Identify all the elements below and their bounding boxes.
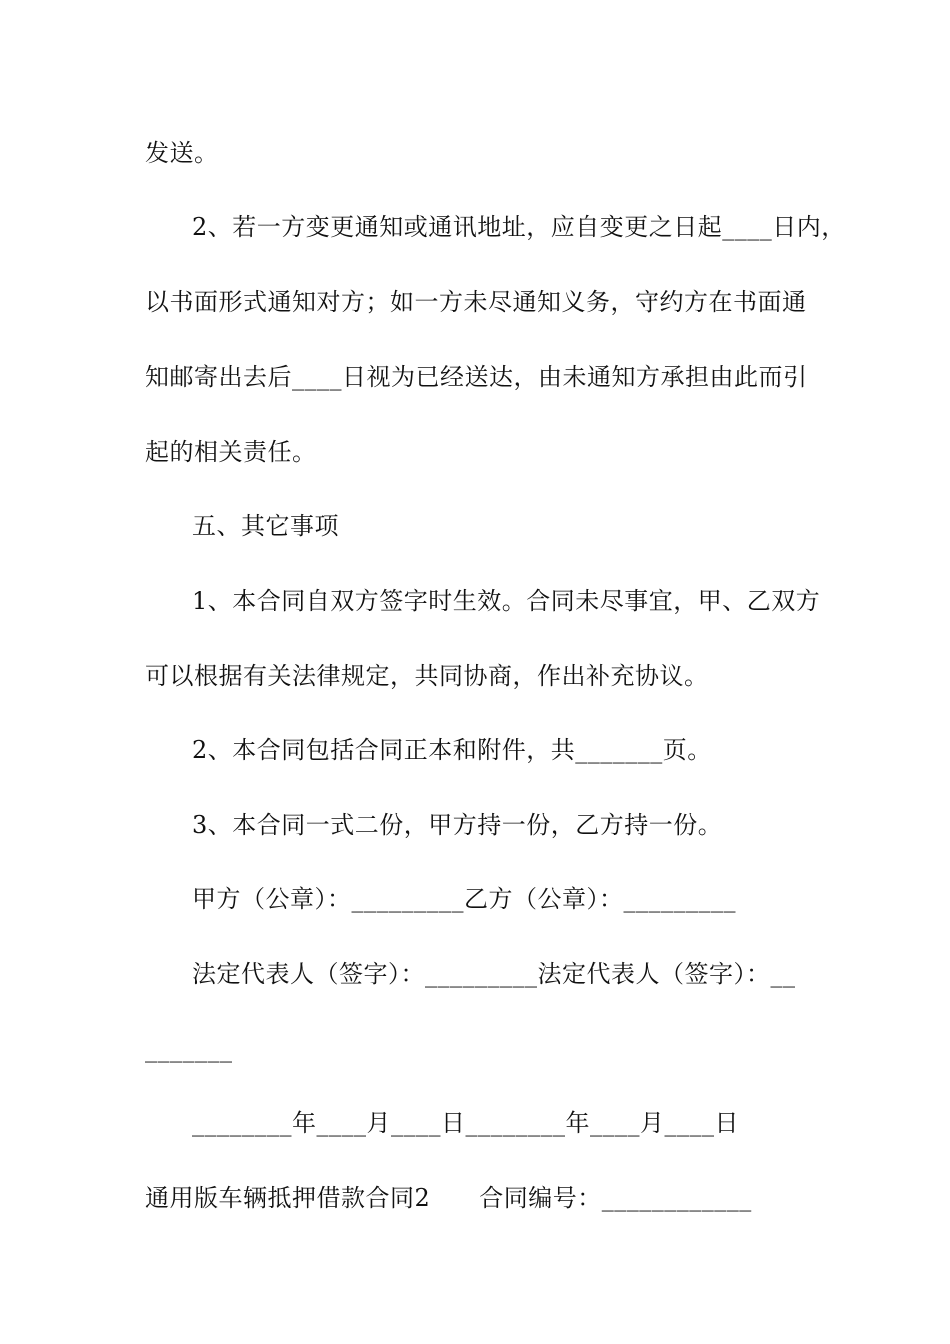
next-contract-title-line: 通用版车辆抵押借款合同2 合同编号：____________: [145, 1184, 752, 1212]
signature-line-seal: 甲方（公章）：_________乙方（公章）：_________: [192, 885, 736, 913]
text-line-3: 以书面形式通知对方；如一方未尽通知义务，守约方在书面通: [145, 288, 807, 316]
section-heading: 五、其它事项: [192, 512, 339, 540]
text-line-7: 1、本合同自双方签字时生效。合同未尽事宜，甲、乙双方: [192, 587, 821, 615]
text-line-8: 可以根据有关法律规定，共同协商，作出补充协议。: [145, 662, 709, 690]
text-line-5: 起的相关责任。: [145, 438, 317, 466]
signature-line-representative: 法定代表人（签字）：_________法定代表人（签字）：__: [192, 960, 796, 988]
text-line-2: 2、若一方变更通知或通讯地址，应自变更之日起____日内，: [192, 213, 846, 241]
signature-line-continuation: _______: [145, 1035, 233, 1063]
date-line: ________年____月____日________年____月____日: [192, 1109, 739, 1137]
text-line-4: 知邮寄出去后____日视为已经送达，由未通知方承担由此而引: [145, 363, 808, 391]
text-line-9: 2、本合同包括合同正本和附件，共_______页。: [192, 736, 712, 764]
text-line-1: 发送。: [145, 139, 219, 167]
text-line-10: 3、本合同一式二份，甲方持一份，乙方持一份。: [192, 811, 723, 839]
